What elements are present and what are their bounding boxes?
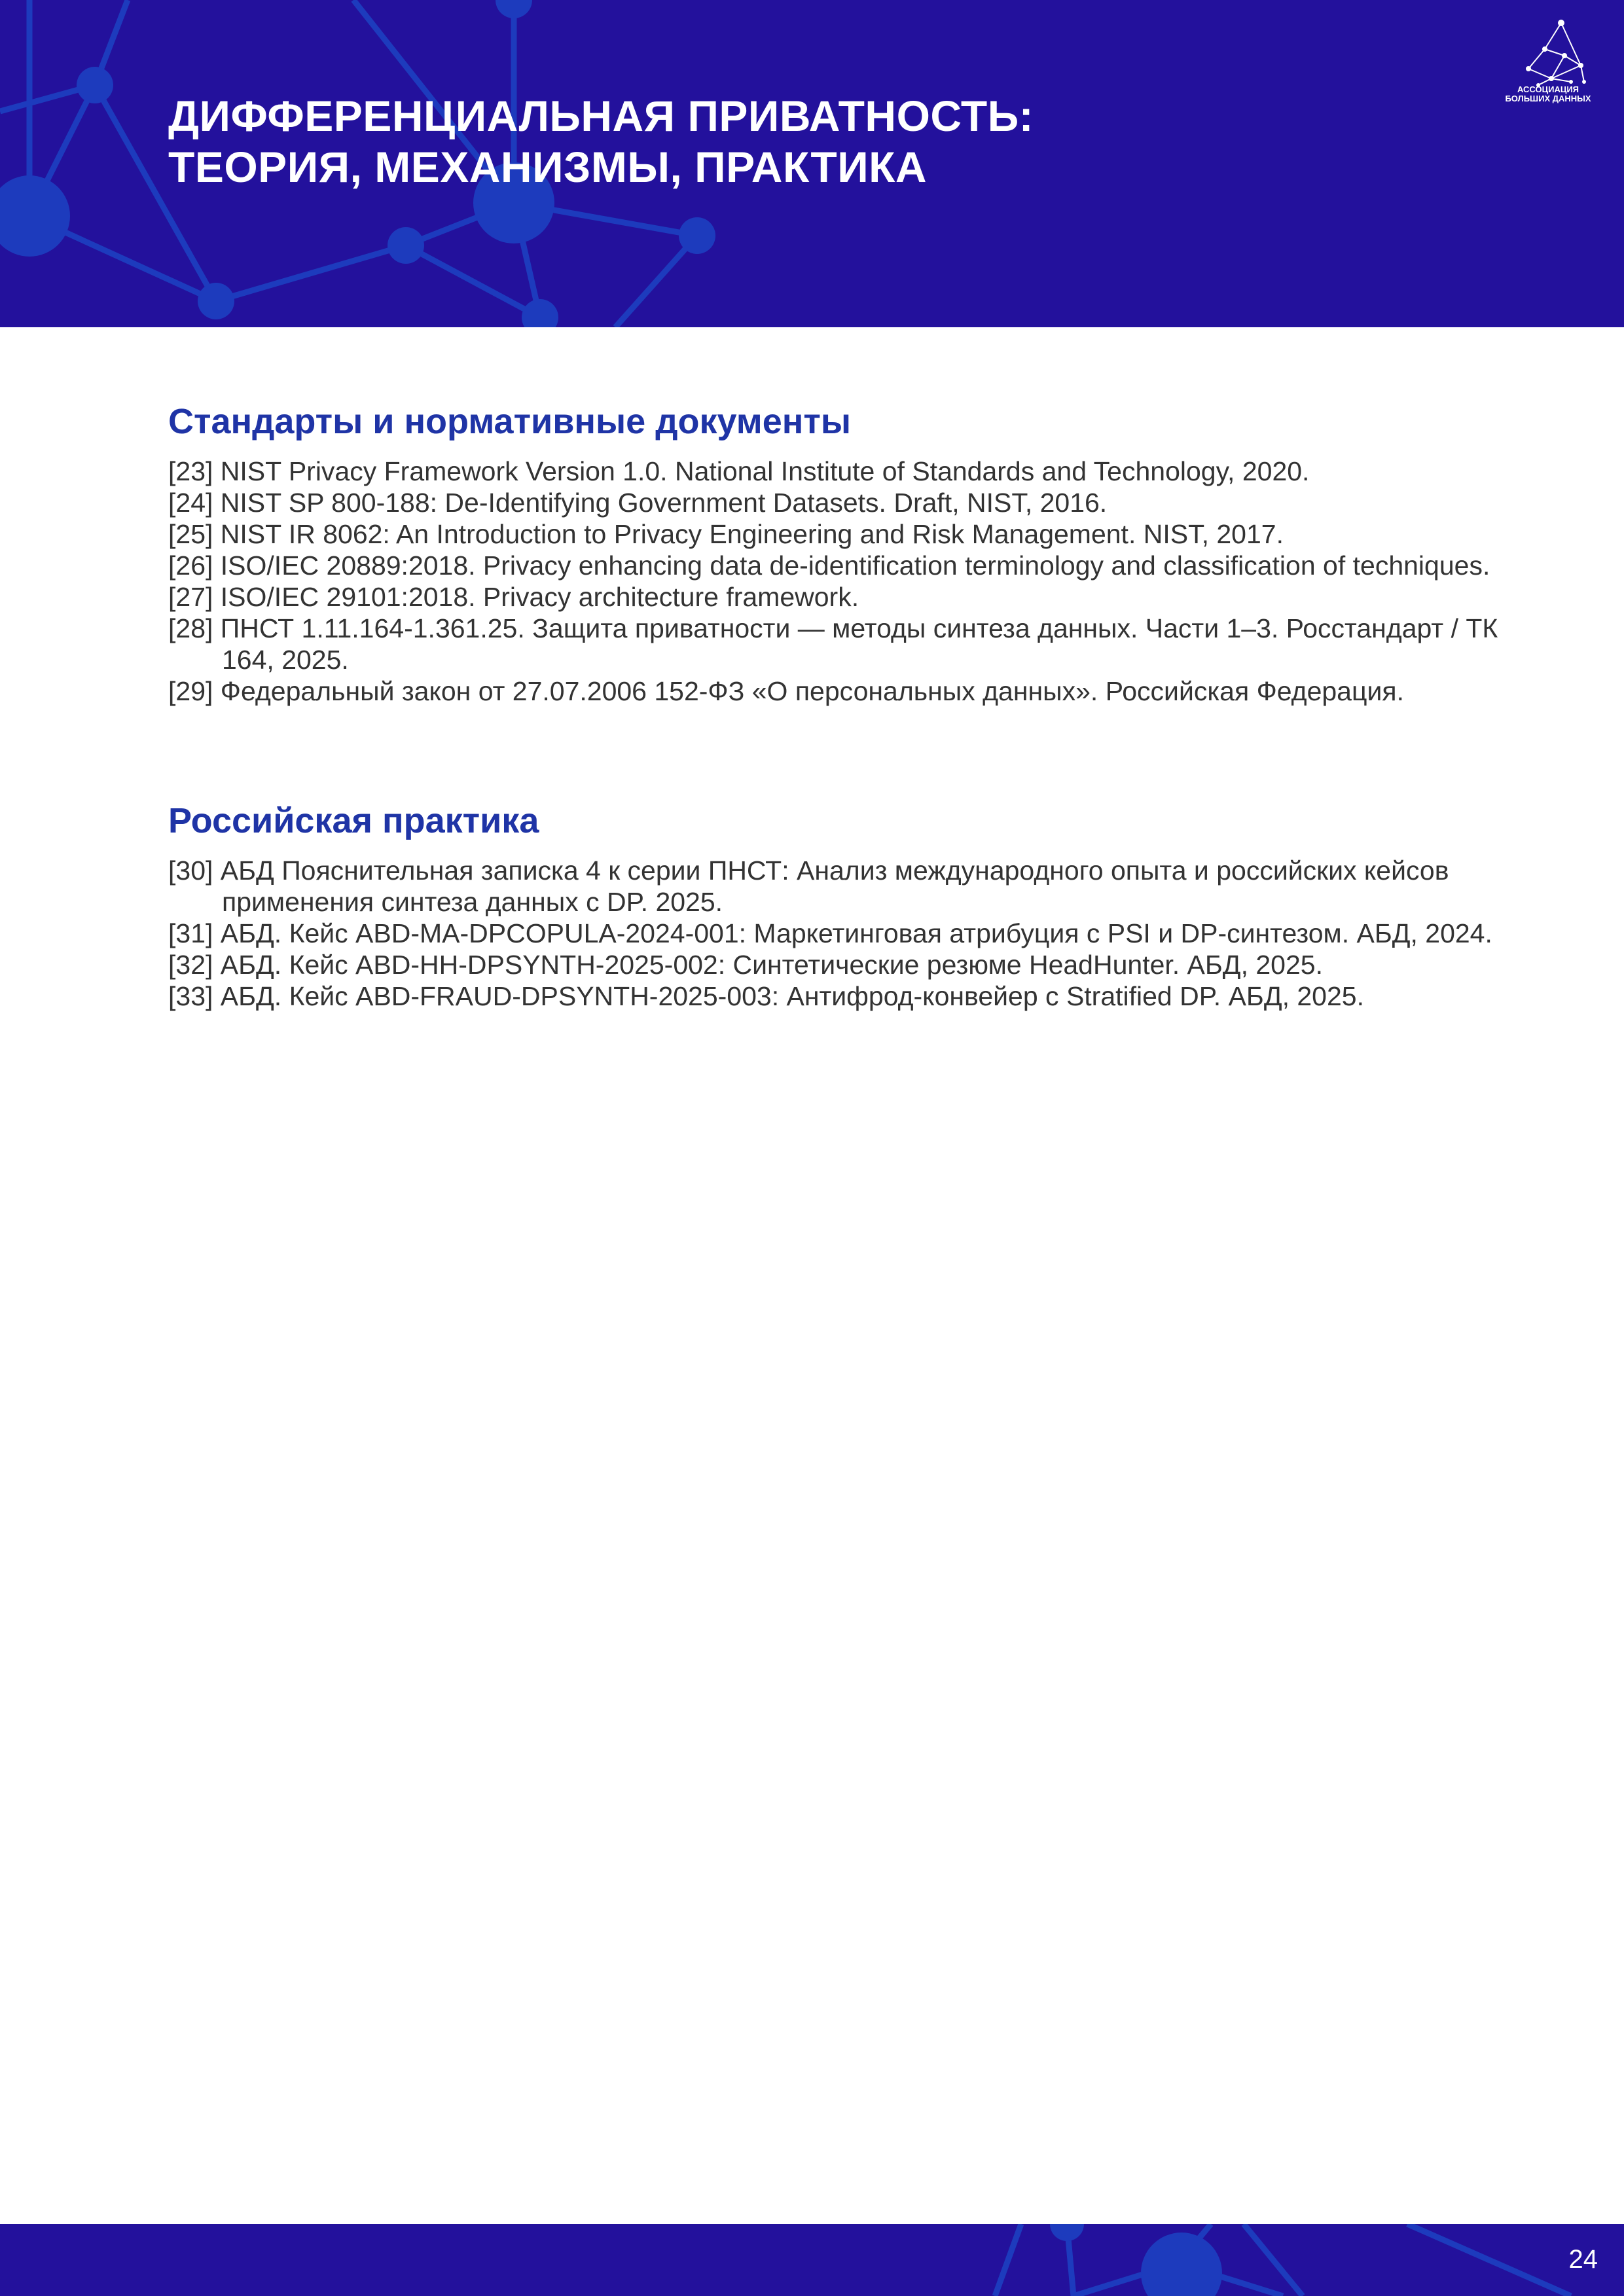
- document-title: [168, 90, 1346, 192]
- reference-item: [30] АБД Пояснительная записка 4 к серии ПНСТ: Анализ международного опыта и российских кейсов применения синтеза данных с DP. 2025.: [168, 855, 1449, 917]
- reference-list-standards: [168, 456, 1510, 707]
- network-decoration-footer: [0, 2224, 1624, 2296]
- reference-item: [31] АБД. Кейс ABD-MA-DPCOPULA-2024-001: Маркетинговая атрибуция с PSI и DP-синтезом. АБД, 2024.: [168, 918, 1492, 948]
- reference-item: [25] NIST IR 8062: An Introduction to Privacy Engineering and Risk Management. NIST, 2017.: [168, 519, 1284, 549]
- reference-item: [29] Федеральный закон от 27.07.2006 152-ФЗ «О персональных данных». Российская Федерация.: [168, 676, 1404, 706]
- section-heading-russian-practice: Российская практика: [168, 801, 539, 840]
- reference-item: [32] АБД. Кейс ABD-HH-DPSYNTH-2025-002: Синтетические резюме HeadHunter. АБД, 2025.: [168, 950, 1323, 980]
- reference-item: [26] ISO/IEC 20889:2018. Privacy enhancing data de-identification terminology and classification of techniques.: [168, 550, 1490, 581]
- reference-item: [28] ПНСТ 1.11.164-1.361.25. Защита приватности — методы синтеза данных. Части 1–3. Росстандарт / ТК 164, 2025.: [168, 613, 1498, 675]
- document-title-line-1: ДИФФЕРЕНЦИАЛЬНАЯ ПРИВАТНОСТЬ:: [168, 92, 1034, 140]
- page-footer: [0, 2224, 1624, 2296]
- association-logo-text: [1492, 85, 1604, 103]
- document-title-line-2: ТЕОРИЯ, МЕХАНИЗМЫ, ПРАКТИКА: [168, 143, 928, 191]
- logo-text-line-2: БОЛЬШИХ ДАННЫХ: [1505, 94, 1591, 103]
- section-heading-standards: Стандарты и нормативные документы: [168, 402, 851, 441]
- reference-item: [27] ISO/IEC 29101:2018. Privacy architecture framework.: [168, 582, 859, 612]
- reference-item: [23] NIST Privacy Framework Version 1.0. National Institute of Standards and Technology, 2020.: [168, 456, 1310, 486]
- reference-item: [33] АБД. Кейс ABD-FRAUD-DPSYNTH-2025-003: Антифрод-конвейер с Stratified DP. АБД, 2025.: [168, 981, 1364, 1011]
- reference-list-russian-practice: [168, 855, 1510, 1012]
- page-header: [0, 0, 1624, 327]
- page-number: 24: [1568, 2245, 1598, 2274]
- reference-item: [24] NIST SP 800-188: De-Identifying Government Datasets. Draft, NIST, 2016.: [168, 488, 1108, 518]
- logo-text-line-1: АССОЦИАЦИЯ: [1517, 84, 1579, 94]
